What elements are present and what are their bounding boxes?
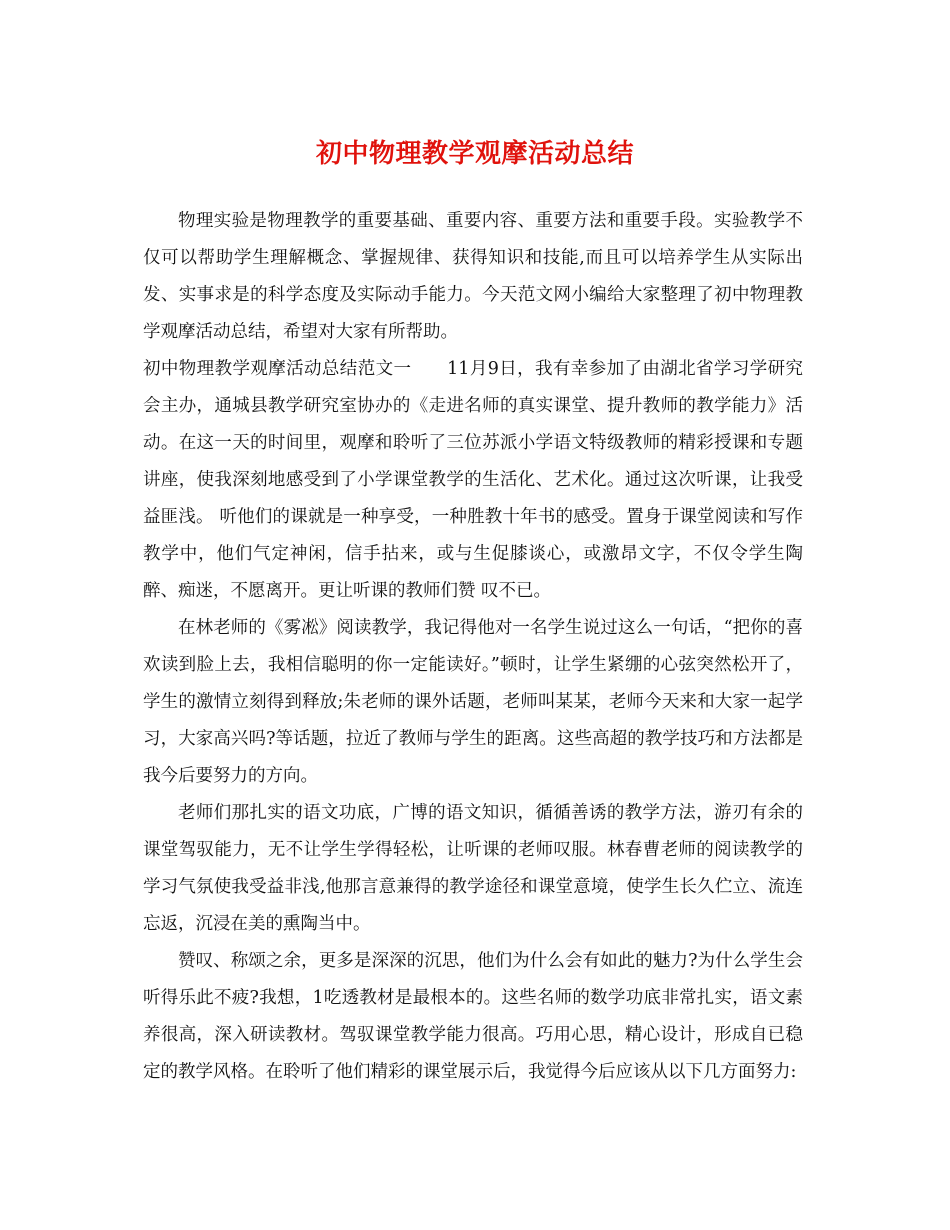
document-body [143, 203, 803, 1091]
paragraph-intro: 物理实验是物理教学的重要基础、重要内容、重要方法和重要手段。实验教学不仅可以帮助学生理解概念、掌握规律、获得知识和技能,而且可以培养学生从实际出发、实事求是的科学态度及实际动手能力。今天范文网小编给大家整理了初中物理教学观摩活动总结，希望对大家有所帮助。 [143, 211, 803, 342]
paragraph-reflection: 赞叹、称颂之余，更多是深深的沉思，他们为什么会有如此的魅力?为什么学生会听得乐此不疲?我想，1吃透教材是最根本的。这些名师的数学功底非常扎实，语文素养很高，深入研读教材。驾驭课堂教学能力很高。巧用心思，精心设计，形成自已稳定的教学风格。在聆听了他们精彩的课堂展示后，我觉得今后应该从以下几方面努力: [143, 951, 803, 1082]
document-title: 初中物理教学观摩活动总结 [315, 139, 634, 169]
paragraph-teacher-skills: 老师们那扎实的语文功底，广博的语文知识，循循善诱的教学方法，游刃有余的课堂驾驭能力，无不让学生学得轻松，让听课的老师叹服。林春曹老师的阅读教学的学习气氛使我受益非浅,他那言意兼得的教学途径和课堂意境，使学生长久伫立、流连忘返，沉浸在美的熏陶当中。 [143, 803, 803, 934]
paragraph-sample-one: 初中物理教学观摩活动总结范文一 11月9日，我有幸参加了由湖北省学习学研究会主办，通城县教学研究室协办的《走进名师的真实课堂、提升教师的教学能力》活动。在这一天的时间里，观摩和聆听了三位苏派小学语文特级教师的精彩授课和专题讲座，使我深刻地感受到了小学课堂教学的生活化、艺术化。通过这次听课，让我受益匪浅。 听他们的课就是一种享受，一种胜教十年书的感受。置身于课堂阅读和写作教学中，他们气定神闲，信手拈来，或与生促膝谈心，或激昂文字，不仅令学生陶醉、痴迷，不愿离开。更让听课的教师们赞 叹不已。 [143, 359, 803, 601]
paragraph-lin-teacher: 在林老师的《雾凇》阅读教学，我记得他对一名学生说过这么一句话，“把你的喜欢读到脸上去，我相信聪明的你一定能读好。”顿时，让学生紧绷的心弦突然松开了，学生的激情立刻得到释放;朱老师的课外话题，老师叫某某，老师今天来和大家一起学习，大家高兴吗?等话题，拉近了教师与学生的距离。这些高超的教学技巧和方法都是 我今后要努力的方向。 [143, 618, 803, 786]
